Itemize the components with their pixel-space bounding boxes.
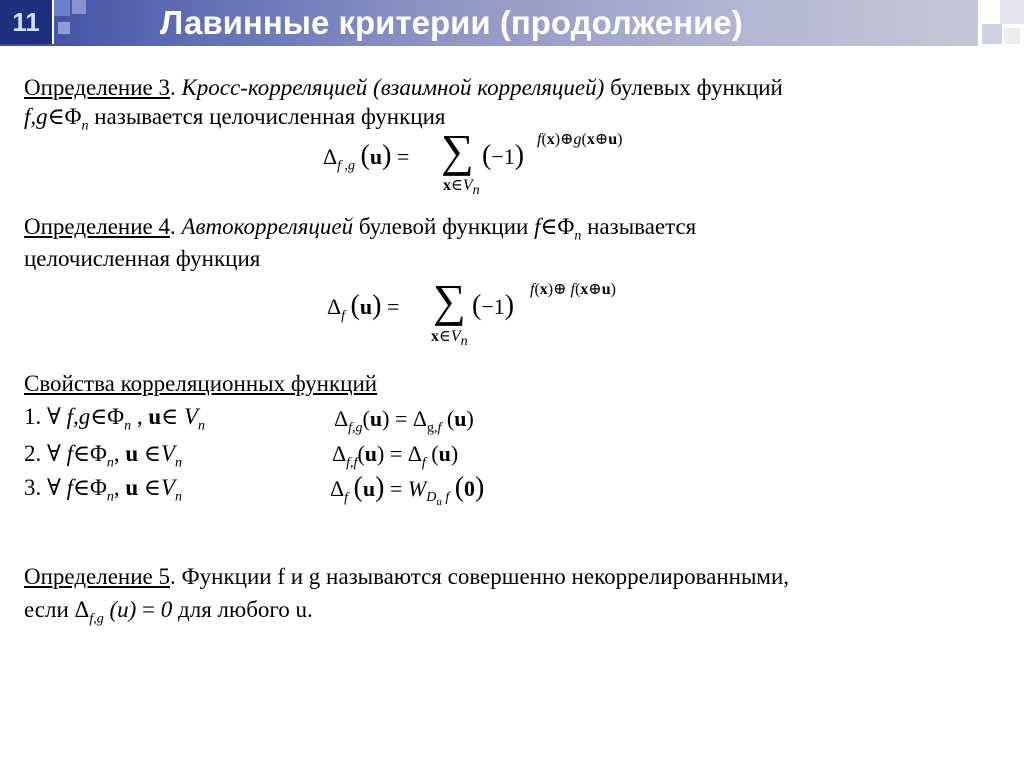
def4-line2: целочисленная функция: [24, 246, 261, 271]
item-number: 2.: [24, 441, 42, 466]
def5-line1: Определение 5. Функции f и g называются совершенно некоррелированными,: [24, 564, 790, 589]
slide-header: [0, 0, 1024, 46]
decor-square: [58, 22, 70, 34]
properties-heading: Свойства корреляционных функций: [24, 371, 378, 396]
def3-term: Кросс-корреляцией (взаимной корреляцией): [181, 75, 605, 100]
def3-line2: $f,g\in\Phi_n$ называется целочисленная функция: [24, 104, 446, 134]
def4-label: Определение 4: [24, 214, 170, 239]
property-3: 3. ∀ $f\in\Phi_n$, u $\in V_n$: [24, 475, 183, 505]
item-number: 1.: [24, 404, 42, 429]
slide-number: 11: [0, 0, 54, 44]
def5-post: для любого u.: [178, 597, 313, 622]
def4-term: Автокорреляцией: [181, 214, 354, 239]
def4-text: булевой функции: [358, 214, 529, 239]
decor-square: [982, 24, 1002, 44]
def4-text2: называется: [587, 214, 697, 239]
property-2: 2. ∀ $f\in\Phi_n$, u $\in V_n$: [24, 441, 183, 471]
def3-text: булевых функций: [610, 75, 783, 100]
slide-title: Лавинные критерии (продолжение): [160, 4, 743, 41]
def5-pre: если: [24, 597, 69, 622]
decor-square: [72, 0, 86, 14]
property-1-formula: $\Delta_{f,g}(u) = \Delta_{g,f}$ (u): [334, 406, 474, 436]
def5-label: Определение 5: [24, 564, 170, 589]
decor-square: [54, 0, 70, 16]
def3-text2: называется целочисленная функция: [94, 104, 446, 129]
decor-square: [1000, 0, 1024, 24]
item-number: 3.: [24, 475, 42, 500]
def3-label: Определение 3: [24, 75, 170, 100]
property-3-formula: $\Delta_f$ $(u) = W_{D_u f}$ (0): [330, 472, 485, 509]
def3-line1: Определение 3. Кросс-корреляцией (взаимной корреляцией) булевых функций: [24, 75, 783, 100]
decor-square: [1004, 28, 1020, 44]
def5-text: Функции f и g называются совершенно некоррелированными,: [181, 564, 790, 589]
def5-line2: если $\Delta_{f,g}$ (u) = 0 для любого u.: [24, 597, 313, 627]
def4-line1: Определение 4. Автокорреляцией булевой функции $f\in\Phi_n$ называется: [24, 214, 697, 244]
property-1: 1. ∀ $f,g\in\Phi_n$ , u∈ $V_n$: [24, 404, 206, 434]
property-2-formula: $\Delta_{f,f}(u) = \Delta_f$ (u): [332, 441, 459, 471]
